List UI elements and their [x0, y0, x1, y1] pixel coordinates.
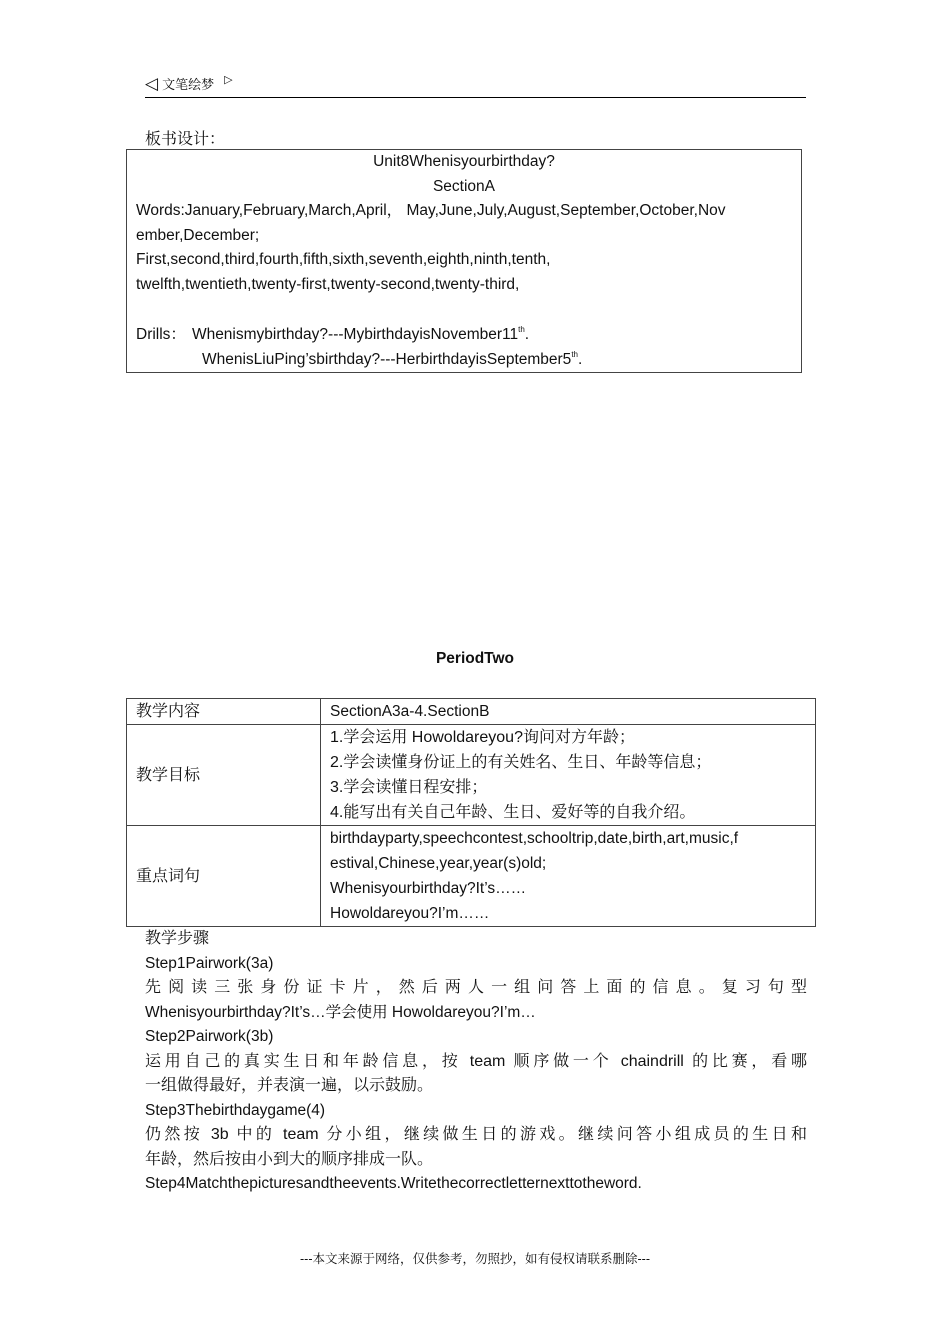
content-value: SectionA3a-4.SectionB: [321, 699, 816, 725]
drill-2-period: .: [577, 350, 583, 368]
table-row: [127, 699, 816, 725]
drills-label: Drills：: [136, 326, 186, 343]
step-2-text: 一组做得最好，并表演一遍，以示鼓励。: [145, 1077, 434, 1094]
goal-item: 4.能写出有关自己年龄、生日、爱好等的自我介绍。: [330, 804, 696, 821]
board-words-line: twelfth,twentieth,twenty-first,twenty-second,twenty-third,: [136, 275, 520, 293]
right-triangle-icon: ▷: [224, 74, 233, 86]
period-title: PeriodTwo: [435, 650, 515, 667]
goal-item: 2.学会读懂身份证上的有关姓名、生日、年龄等信息；: [330, 754, 712, 771]
step-2-title: Step2Pairwork(3b): [145, 1028, 274, 1045]
key-line: estival,Chinese,year,year(s)old;: [330, 855, 547, 872]
goal-item: 3.学会读懂日程安排；: [330, 779, 488, 796]
step-1-text: 先阅读三张身份证卡片，然后两人一组问答上面的信息。复习句型: [145, 979, 807, 996]
key-line: birthdayparty,speechcontest,schooltrip,date,birth,art,music,f: [330, 830, 739, 847]
step-1-title: Step1Pairwork(3a): [145, 954, 274, 972]
step-4-title: Step4Matchthepicturesandtheevents.Writethecorrectletternexttotheword.: [145, 1175, 642, 1192]
table-row: [127, 826, 816, 927]
board-design-label: 板书设计：: [145, 131, 226, 148]
drill-1-suffix: th: [518, 325, 525, 334]
goals-label: 教学目标: [127, 725, 321, 826]
footer-disclaimer: ---本文来源于网络，仅供参考，勿照抄，如有侵权请联系删除---: [300, 1252, 650, 1266]
step-3-text: 年龄，然后按由小到大的顺序排成一队。: [145, 1150, 434, 1168]
left-triangle-icon: ◁: [145, 74, 159, 93]
drill-1-text: Whenismybirthday?---MybirthdayisNovember11: [191, 326, 519, 343]
board-design-box: [126, 149, 802, 373]
board-section: SectionA: [432, 177, 496, 195]
goal-item: 1.学会运用 Howoldareyou?询问对方年龄；: [330, 729, 635, 746]
board-words-line: First,second,third,fourth,fifth,sixth,seventh,eighth,ninth,tenth,: [136, 251, 551, 268]
drill-1-period: .: [524, 326, 530, 343]
step-3-text: 仍然按 3b 中的 team 分小组，继续做生日的游戏。继续问答小组成员的生日和: [145, 1126, 807, 1143]
header-title: 文笔绘梦: [162, 77, 215, 92]
board-drill-2: [136, 348, 793, 373]
key-label: 重点词句: [127, 826, 321, 927]
board-title: Unit8Whenisyourbirthday?: [373, 153, 555, 170]
step-2-text: 运用自己的真实生日和年龄信息，按 team 顺序做一个 chaindrill 的比赛，看哪: [145, 1052, 807, 1070]
step-3-title: Step3Thebirthdaygame(4): [145, 1101, 326, 1119]
page-header: [145, 74, 233, 93]
board-drill-1: [136, 323, 793, 348]
key-cell: [321, 826, 816, 927]
key-line: Whenisyourbirthday?It’s……: [330, 880, 527, 897]
step-1-text: Whenisyourbirthday?It’s…学会使用 Howoldareyou?I’m…: [145, 1003, 536, 1021]
lesson-plan-table: [126, 698, 816, 927]
goals-cell: [321, 725, 816, 826]
table-row: [127, 725, 816, 826]
key-line: Howoldareyou?I’m……: [330, 905, 490, 922]
header-rule: [145, 97, 806, 98]
board-words-line: Words:January,February,March,April， May,June,July,August,September,October,Nov: [136, 202, 726, 219]
board-words-line: ember,December;: [136, 226, 260, 244]
drill-2-text: WhenisLiuPing’sbirthday?---HerbirthdayisSeptember5: [202, 350, 572, 368]
teaching-steps: [145, 927, 807, 1197]
steps-label: 教学步骤: [145, 930, 210, 947]
drill-2-suffix: th: [571, 349, 578, 359]
content-label: 教学内容: [127, 699, 321, 725]
